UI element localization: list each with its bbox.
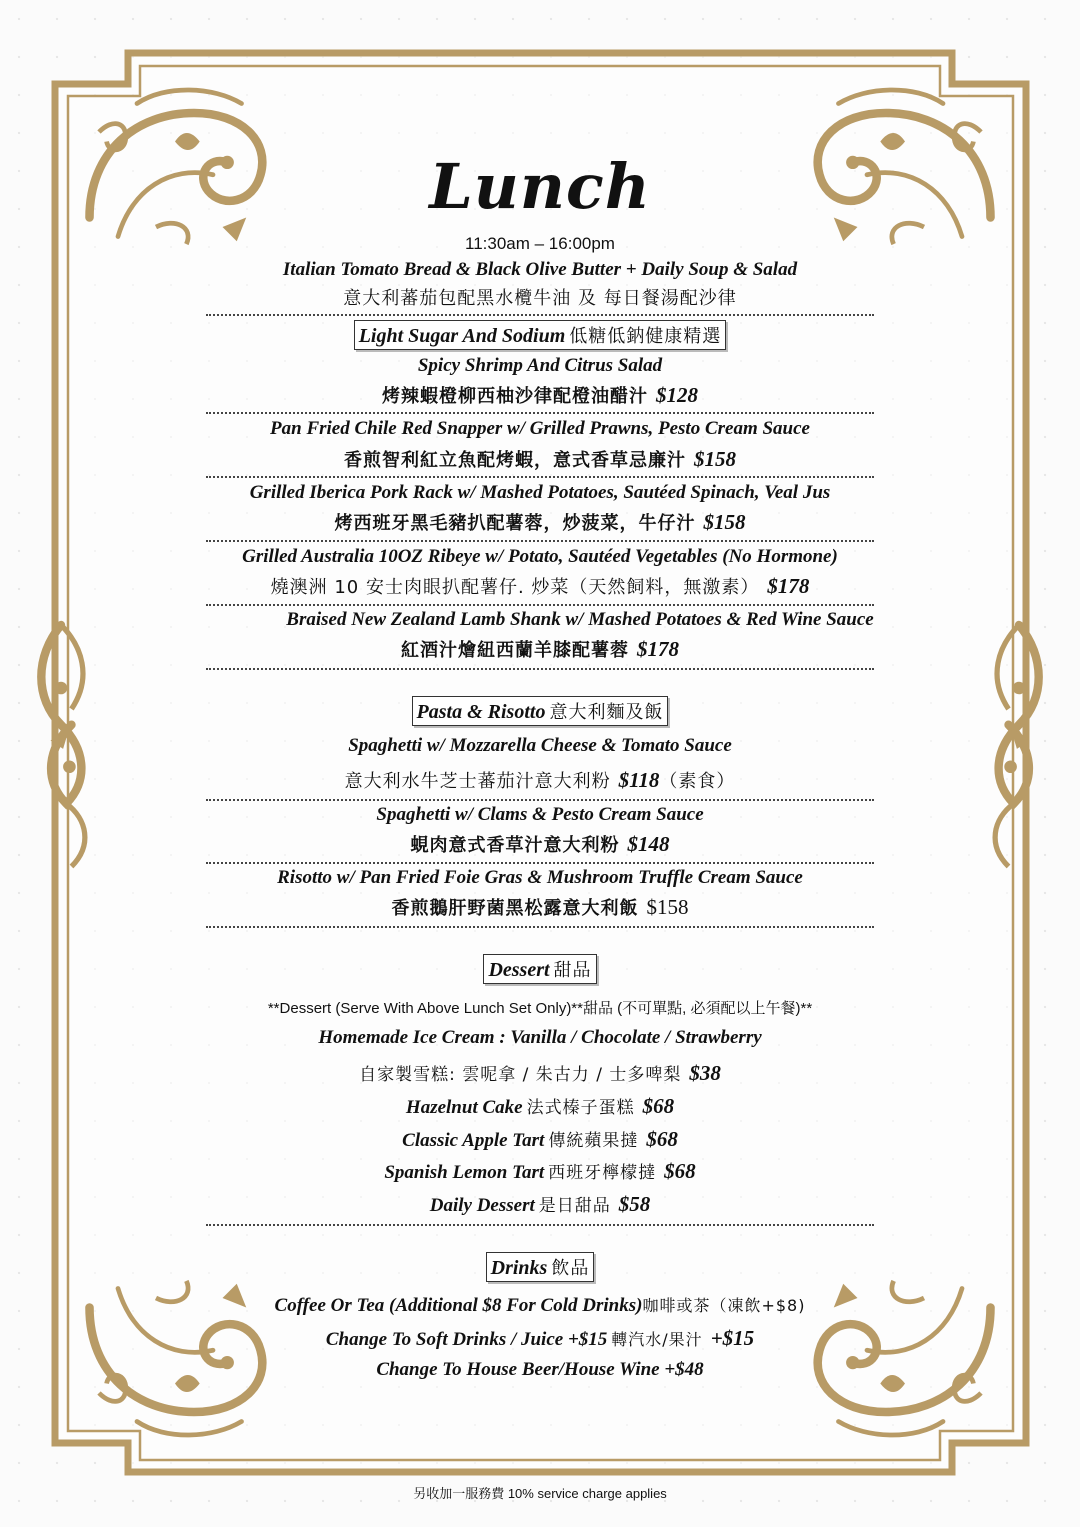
divider bbox=[206, 314, 874, 316]
drink-name-en: Coffee Or Tea (Additional $8 For Cold Drinks) bbox=[274, 1295, 643, 1316]
section-title-zh: 甜品 bbox=[553, 960, 592, 981]
dessert-name-zh: 西班牙檸檬撻 bbox=[548, 1163, 657, 1183]
service-charge-note bbox=[0, 1483, 1080, 1502]
divider bbox=[206, 412, 874, 414]
menu-item-name-zh: 香煎智利紅立魚配烤蝦，意式香草忌廉汁 bbox=[344, 450, 686, 471]
menu-item-price: $128 bbox=[656, 383, 698, 407]
menu-item-suffix: （素食） bbox=[659, 771, 736, 792]
icecream-name-zh: 自家製雪糕: 雲呢拿 / 朱古力 / 士多啤梨 bbox=[359, 1065, 682, 1085]
section-title-en: Dessert bbox=[488, 959, 550, 981]
dessert-price: $58 bbox=[618, 1192, 651, 1216]
drink-item: Change To House Beer/House Wine +$48 bbox=[376, 1359, 704, 1380]
dessert-price: $68 bbox=[646, 1127, 678, 1151]
divider bbox=[206, 799, 874, 801]
menu-item-price: $178 bbox=[637, 637, 679, 661]
menu-item-price: $158 bbox=[703, 510, 746, 534]
menu-item bbox=[0, 382, 1080, 408]
menu-item bbox=[0, 573, 1080, 599]
dessert-name-en: Daily Dessert bbox=[429, 1195, 535, 1216]
menu-item-name: Grilled Iberica Pork Rack w/ Mashed Potatoes, Sautéed Spinach, Veal Jus bbox=[249, 482, 831, 503]
divider bbox=[206, 1224, 874, 1226]
drink-item bbox=[0, 1293, 1080, 1317]
menu-item-name: Risotto w/ Pan Fried Foie Gras & Mushroom Truffle Cream Sauce bbox=[277, 867, 803, 888]
menu-item-name-zh: 蜆肉意式香草汁意大利粉 bbox=[410, 835, 620, 856]
section-header-pasta bbox=[0, 696, 1080, 726]
menu-item bbox=[0, 767, 1080, 793]
icecream-price: $38 bbox=[689, 1061, 721, 1085]
menu-item bbox=[0, 894, 1080, 920]
section-title-en: Pasta & Risotto bbox=[416, 701, 546, 723]
icecream-name: Homemade Ice Cream : Vanilla / Chocolate / Strawberry bbox=[318, 1027, 762, 1048]
dessert-name-zh: 是日甜品 bbox=[538, 1196, 611, 1216]
divider bbox=[206, 926, 874, 928]
drink-price: +$15 bbox=[710, 1326, 755, 1350]
icecream-item bbox=[0, 1060, 1080, 1086]
dessert-item bbox=[0, 1191, 1080, 1217]
menu-item-name: Spaghetti w/ Clams & Pesto Cream Sauce bbox=[376, 804, 704, 825]
menu-item-name-zh: 紅酒汁燴紐西蘭羊膝配薯蓉 bbox=[401, 640, 629, 661]
section-header-dessert bbox=[0, 954, 1080, 984]
dessert-name-zh: 傳統蘋果撻 bbox=[548, 1131, 639, 1151]
dessert-name-en: Hazelnut Cake bbox=[405, 1097, 523, 1118]
dessert-name-zh: 法式榛子蛋糕 bbox=[526, 1098, 635, 1118]
menu-item-name-zh: 烤西班牙黑毛豬扒配薯蓉，炒菠菜，牛仔汁 bbox=[334, 513, 696, 534]
menu-item bbox=[0, 509, 1080, 535]
divider bbox=[206, 540, 874, 542]
dessert-note: **Dessert (Serve With Above Lunch Set Only)**甜品 (不可單點, 必須配以上午餐)** bbox=[267, 1000, 813, 1017]
page-title: Lunch bbox=[429, 150, 651, 223]
footer-en: 10% service charge applies bbox=[507, 1486, 667, 1501]
menu-item-name: Braised New Zealand Lamb Shank w/ Mashed Potatoes & Red Wine Sauce bbox=[286, 609, 874, 630]
divider bbox=[206, 604, 874, 606]
intro-chinese: 意大利蕃茄包配黑水欖牛油 及 每日餐湯配沙律 bbox=[343, 288, 737, 309]
menu-item-name-zh: 意大利水牛芝士蕃茄汁意大利粉 bbox=[344, 771, 611, 792]
menu-item-name: Spaghetti w/ Mozzarella Cheese & Tomato Sauce bbox=[348, 735, 732, 756]
section-title-zh: 飲品 bbox=[551, 1258, 590, 1279]
drink-item bbox=[0, 1326, 1080, 1351]
menu-item-price: $158 bbox=[694, 447, 736, 471]
dessert-price: $68 bbox=[664, 1159, 696, 1183]
divider bbox=[206, 668, 874, 670]
menu-item-name: Pan Fried Chile Red Snapper w/ Grilled Prawns, Pesto Cream Sauce bbox=[270, 418, 810, 439]
menu-item bbox=[0, 636, 1080, 662]
menu-item-name: Spicy Shrimp And Citrus Salad bbox=[417, 355, 663, 376]
drink-name-en: Change To Soft Drinks / Juice +$15 bbox=[325, 1329, 608, 1350]
section-title-zh: 低糖低鈉健康精選 bbox=[569, 326, 722, 347]
menu-item bbox=[0, 446, 1080, 472]
menu-item-price: $158 bbox=[646, 895, 689, 919]
dessert-item bbox=[0, 1158, 1080, 1184]
dessert-item bbox=[0, 1093, 1080, 1119]
opening-hours: 11:30am – 16:00pm bbox=[465, 234, 615, 253]
section-title-en: Light Sugar And Sodium bbox=[358, 325, 566, 347]
menu-item-price: $178 bbox=[767, 574, 810, 598]
section-title-en: Drinks bbox=[490, 1257, 548, 1279]
section-header-light bbox=[0, 320, 1080, 350]
drink-name-zh: 咖啡或茶（凍飲+$8) bbox=[642, 1296, 806, 1315]
section-title-zh: 意大利麵及飯 bbox=[549, 702, 664, 723]
dessert-name-en: Classic Apple Tart bbox=[402, 1130, 545, 1151]
section-header-drinks bbox=[0, 1252, 1080, 1282]
drink-name-zh: 轉汽水/果汁 bbox=[611, 1330, 703, 1349]
menu-item-price: $118 bbox=[618, 768, 660, 792]
dessert-item bbox=[0, 1126, 1080, 1152]
menu-item-name: Grilled Australia 10OZ Ribeye w/ Potato, Sautéed Vegetables (No Hormone) bbox=[242, 546, 838, 567]
menu-item bbox=[0, 831, 1080, 857]
menu-item-price: $148 bbox=[627, 832, 670, 856]
menu-item-name-zh: 香煎鵝肝野菌黑松露意大利飯 bbox=[391, 898, 639, 919]
menu-item-name-zh: 燒澳洲 10 安士肉眼扒配薯仔. 炒菜（天然飼料，無激素） bbox=[270, 577, 760, 598]
intro-english: Italian Tomato Bread & Black Olive Butter + Daily Soup & Salad bbox=[282, 259, 798, 280]
dessert-name-en: Spanish Lemon Tart bbox=[384, 1162, 545, 1183]
dessert-price: $68 bbox=[642, 1094, 675, 1118]
footer-zh: 另收加一服務費 bbox=[413, 1486, 505, 1501]
divider bbox=[206, 476, 874, 478]
menu-item-name-zh: 烤辣蝦橙柳西柚沙律配橙油醋汁 bbox=[382, 386, 648, 407]
divider bbox=[206, 862, 874, 864]
